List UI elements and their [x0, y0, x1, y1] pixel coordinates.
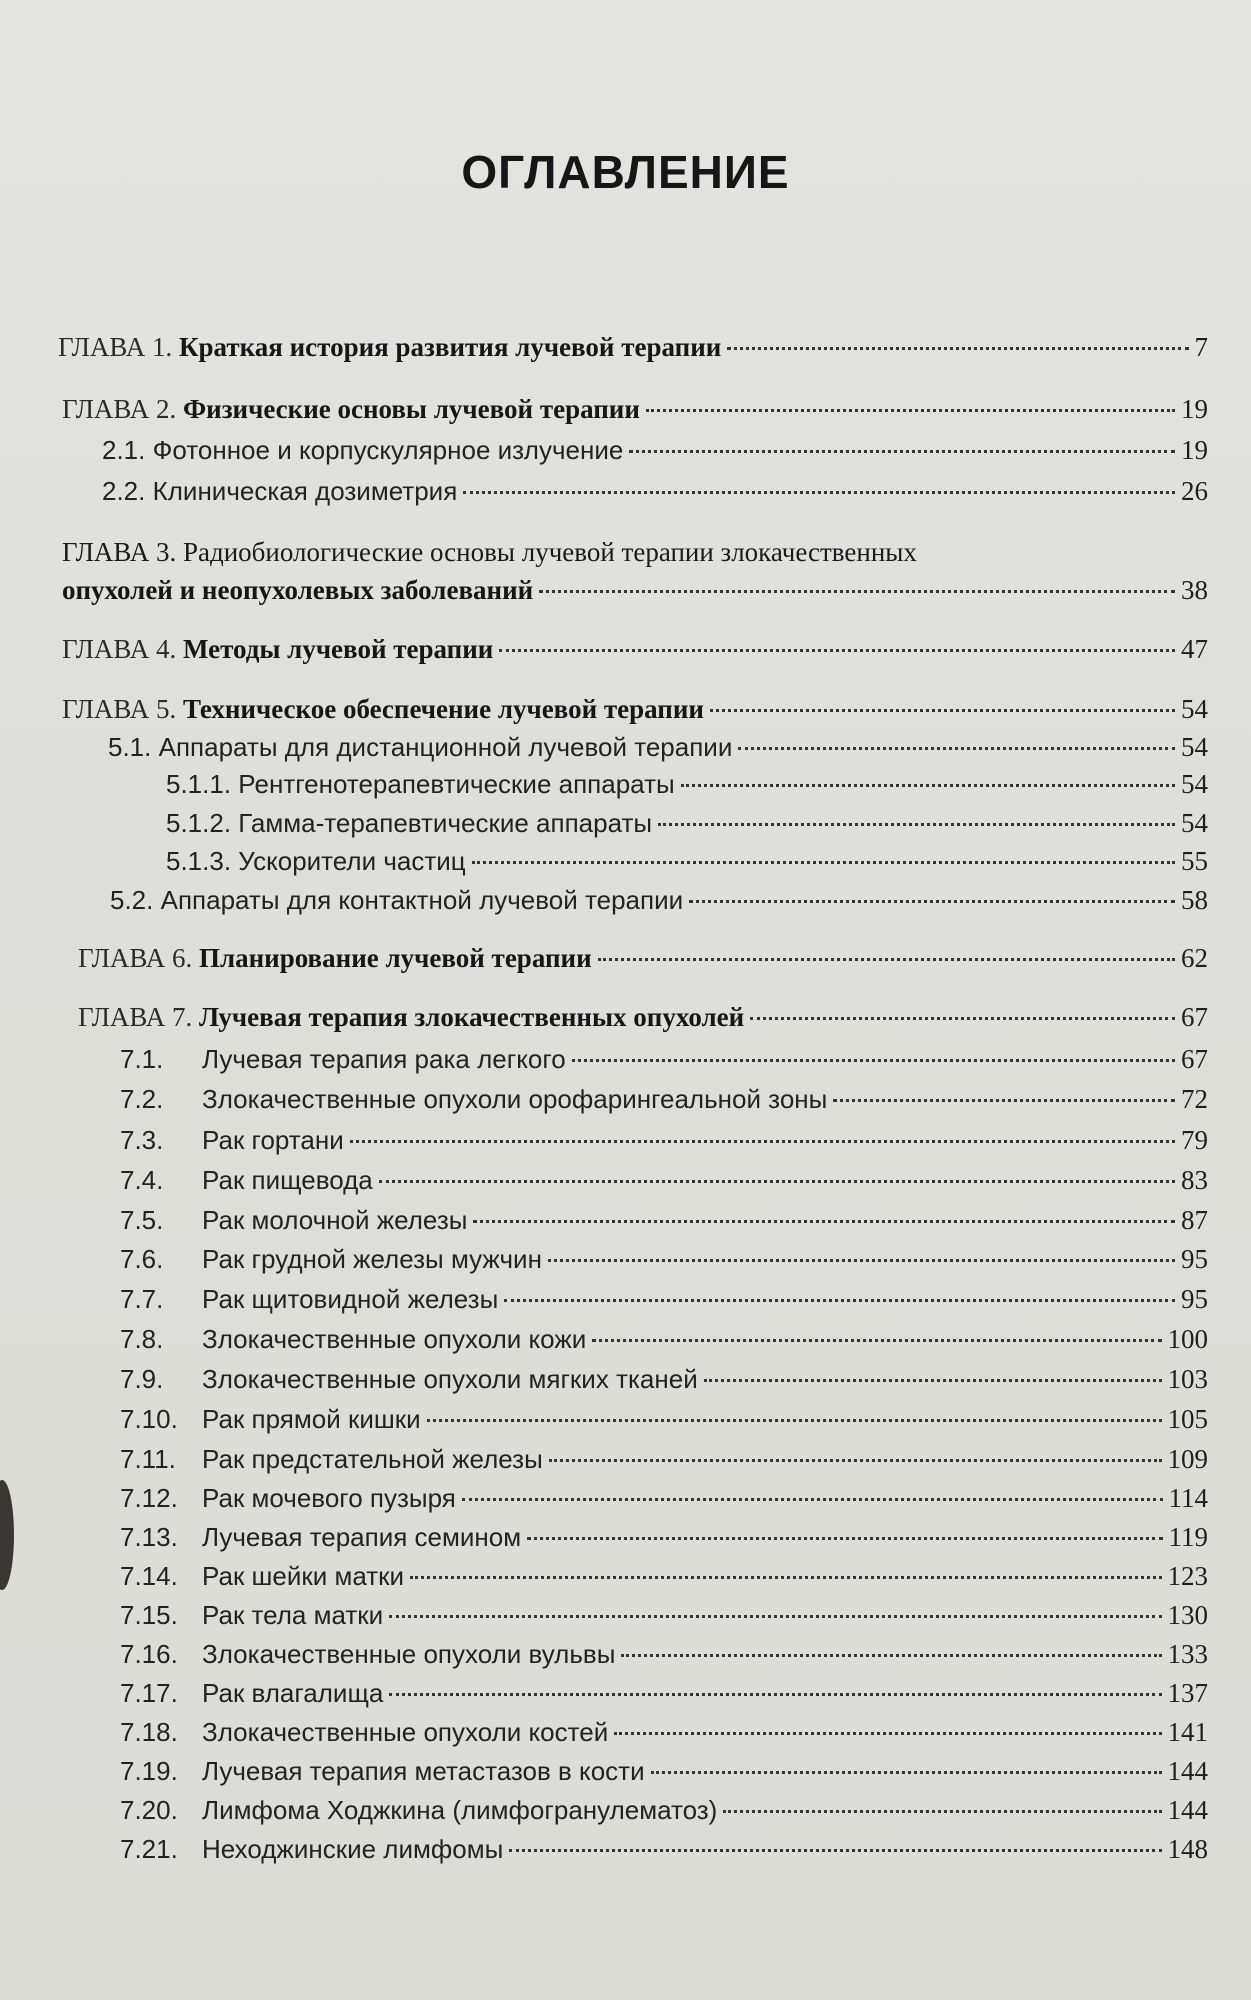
entry-label: 5.2. [110, 885, 154, 915]
entry-title: Рак щитовидной железы [202, 1284, 499, 1314]
leader-dots [389, 1615, 1161, 1618]
entry-title: Клиническая дозиметрия [152, 476, 458, 506]
leader-dots [710, 709, 1175, 712]
toc-entry[interactable] [62, 632, 1208, 666]
entry-label: ГЛАВА 4. [62, 634, 177, 664]
toc-entry[interactable] [120, 1203, 1208, 1237]
entry-page: 148 [1167, 1834, 1208, 1864]
entry-title: Рак прямой кишки [202, 1404, 421, 1434]
entry-page: 47 [1181, 634, 1208, 664]
entry-label: 7.13. [120, 1522, 178, 1552]
toc-entry[interactable] [78, 1000, 1208, 1034]
toc-entry[interactable] [102, 474, 1208, 508]
toc-entry[interactable] [120, 1754, 1208, 1788]
entry-title: Ускорители частиц [238, 846, 466, 876]
leader-dots [473, 1220, 1175, 1223]
toc-entry[interactable] [120, 1520, 1208, 1554]
toc-entry[interactable] [120, 1715, 1208, 1749]
entry-label: ГЛАВА 1. [58, 332, 173, 362]
entry-title: Злокачественные опухоли мягких тканей [202, 1364, 698, 1394]
entry-label: ГЛАВА 3. [62, 537, 177, 567]
entry-page: 38 [1181, 575, 1208, 605]
entry-label: 7.14. [120, 1561, 178, 1591]
entry-title: Рак мочевого пузыря [202, 1483, 456, 1513]
toc-entry-line1[interactable] [62, 535, 917, 569]
entry-title: Рак пищевода [202, 1165, 373, 1195]
entry-page: 58 [1181, 885, 1208, 915]
entry-label: 7.6. [120, 1244, 164, 1274]
toc-entry[interactable] [120, 1242, 1208, 1276]
entry-page: 103 [1167, 1364, 1208, 1394]
entry-label: ГЛАВА 6. [78, 943, 193, 973]
entry-label: 7.15. [120, 1600, 178, 1630]
entry-title: Краткая история развития лучевой терапии [178, 332, 722, 362]
entry-page: 62 [1181, 943, 1208, 973]
entry-title: Аппараты для контактной лучевой терапии [160, 885, 684, 915]
leader-dots [463, 491, 1175, 494]
entry-label: 5.1.2. [166, 808, 232, 838]
entry-page: 137 [1167, 1678, 1208, 1708]
leader-dots [548, 1259, 1175, 1262]
leader-dots [427, 1419, 1162, 1422]
leader-dots [621, 1654, 1161, 1657]
toc-entry[interactable] [62, 392, 1208, 426]
entry-label: 5.1.1. [166, 769, 232, 799]
entry-title: Лучевая терапия рака легкого [202, 1044, 566, 1074]
leader-dots [410, 1576, 1161, 1579]
entry-page: 119 [1168, 1522, 1208, 1552]
leader-dots [462, 1498, 1163, 1501]
entry-title: Лучевая терапия семином [202, 1522, 522, 1552]
entry-page: 79 [1181, 1125, 1208, 1155]
toc-entry[interactable] [120, 1082, 1208, 1116]
entry-page: 109 [1167, 1444, 1208, 1474]
leader-dots [723, 1810, 1161, 1813]
entry-page: 83 [1181, 1165, 1208, 1195]
entry-title: Гамма-терапевтические аппараты [238, 808, 653, 838]
entry-title: Рак гортани [202, 1125, 344, 1155]
toc-entry[interactable] [120, 1637, 1208, 1671]
entry-title: Рак молочной железы [202, 1205, 468, 1235]
entry-page: 144 [1167, 1795, 1208, 1825]
entry-page: 7 [1194, 332, 1208, 362]
entry-title: Фотонное и корпускулярное излучение [152, 435, 624, 465]
entry-title: Аппараты для дистанционной лучевой терапии [158, 732, 733, 762]
entry-title-continued: опухолей и неопухолевых заболеваний [62, 575, 534, 605]
entry-title: Лучевая терапия злокачественных опухолей [198, 1002, 745, 1032]
leader-dots [539, 590, 1175, 593]
toc-entry[interactable] [120, 1042, 1208, 1076]
page-edge-shadow [0, 1480, 14, 1590]
entry-label: 7.20. [120, 1795, 178, 1825]
page-title: ОГЛАВЛЕНИЕ [461, 146, 790, 198]
entry-page: 100 [1167, 1324, 1208, 1354]
entry-label: 2.1. [102, 435, 146, 465]
entry-title: Рак влагалища [202, 1678, 384, 1708]
entry-label: 7.5. [120, 1205, 164, 1235]
entry-label: 7.19. [120, 1756, 178, 1786]
entry-title: Рентгенотерапевтические аппараты [238, 769, 675, 799]
leader-dots [681, 784, 1175, 787]
entry-title: Методы лучевой терапии [182, 634, 494, 664]
entry-label: 7.8. [120, 1324, 164, 1354]
entry-page: 55 [1181, 846, 1208, 876]
leader-dots [572, 1059, 1175, 1062]
leader-dots [504, 1299, 1175, 1302]
entry-label: 7.4. [120, 1165, 164, 1195]
entry-label: 7.7. [120, 1284, 164, 1314]
entry-page: 67 [1181, 1002, 1208, 1032]
entry-page: 114 [1168, 1483, 1208, 1513]
entry-label: 7.3. [120, 1125, 164, 1155]
entry-page: 54 [1181, 694, 1208, 724]
leader-dots [738, 747, 1175, 750]
entry-label: ГЛАВА 2. [62, 394, 177, 424]
entry-label: 7.12. [120, 1483, 178, 1513]
entry-page: 54 [1181, 732, 1208, 762]
leader-dots [499, 649, 1175, 652]
entry-label: 7.11. [120, 1444, 176, 1474]
leader-dots [614, 1732, 1161, 1735]
leader-dots [379, 1180, 1175, 1183]
entry-page: 130 [1167, 1600, 1208, 1630]
entry-title: Лимфома Ходжкина (лимфогранулематоз) [202, 1795, 718, 1825]
entry-label: 7.9. [120, 1364, 164, 1394]
entry-page: 105 [1167, 1404, 1208, 1434]
toc-entry[interactable] [120, 1559, 1208, 1593]
leader-dots [472, 861, 1175, 864]
entry-label: 7.21. [120, 1834, 178, 1864]
toc-entry[interactable] [120, 1832, 1208, 1866]
toc-entry[interactable] [120, 1282, 1208, 1316]
toc-entry[interactable] [110, 883, 1208, 917]
toc-entry[interactable] [120, 1402, 1208, 1436]
toc-entry[interactable] [120, 1362, 1208, 1396]
entry-page: 141 [1167, 1717, 1208, 1747]
leader-dots [592, 1339, 1161, 1342]
leader-dots [658, 823, 1175, 826]
entry-page: 19 [1181, 394, 1208, 424]
toc-entry[interactable] [120, 1322, 1208, 1356]
entry-label: 5.1.3. [166, 846, 232, 876]
toc-entry[interactable] [62, 573, 1208, 607]
leader-dots [527, 1537, 1162, 1540]
entry-title: Физические основы лучевой терапии [182, 394, 640, 424]
leader-dots [727, 347, 1188, 350]
leader-dots [509, 1849, 1161, 1852]
entry-label: 7.1. [120, 1044, 164, 1074]
entry-title: Неходжинские лимфомы [202, 1834, 504, 1864]
entry-title: Техническое обеспечение лучевой терапии [182, 694, 704, 724]
entry-page: 144 [1167, 1756, 1208, 1786]
toc-entry[interactable] [120, 1481, 1208, 1515]
leader-dots [833, 1099, 1175, 1102]
toc-entry[interactable] [120, 1123, 1208, 1157]
toc-entry[interactable] [166, 767, 1208, 801]
entry-title: Злокачественные опухоли орофарингеальной зоны [202, 1084, 828, 1114]
entry-label: 5.1. [108, 732, 152, 762]
leader-dots [350, 1140, 1175, 1143]
entry-page: 19 [1181, 435, 1208, 465]
entry-title: Рак грудной железы мужчин [202, 1244, 542, 1274]
entry-page: 26 [1181, 476, 1208, 506]
toc-entry[interactable] [120, 1793, 1208, 1827]
entry-title: Рак тела матки [202, 1600, 384, 1630]
entry-title: Злокачественные опухоли вульвы [202, 1639, 616, 1669]
entry-page: 95 [1181, 1284, 1208, 1314]
toc-entry[interactable] [102, 433, 1208, 467]
toc-entry[interactable] [120, 1163, 1208, 1197]
toc-entry[interactable] [108, 730, 1208, 764]
entry-page: 67 [1181, 1044, 1208, 1074]
entry-page: 54 [1181, 769, 1208, 799]
entry-page: 95 [1181, 1244, 1208, 1274]
entry-label: ГЛАВА 5. [62, 694, 177, 724]
leader-dots [651, 1771, 1162, 1774]
leader-dots [549, 1459, 1162, 1462]
entry-label: ГЛАВА 7. [78, 1002, 193, 1032]
entry-page: 123 [1167, 1561, 1208, 1591]
entry-page: 133 [1167, 1639, 1208, 1669]
entry-page: 87 [1181, 1205, 1208, 1235]
toc-entry[interactable] [120, 1676, 1208, 1710]
entry-label: 2.2. [102, 476, 146, 506]
leader-dots [389, 1693, 1161, 1696]
entry-title: Злокачественные опухоли кожи [202, 1324, 587, 1354]
entry-title: Планирование лучевой терапии [198, 943, 592, 973]
entry-title: Лучевая терапия метастазов в кости [202, 1756, 645, 1786]
entry-title: Злокачественные опухоли костей [202, 1717, 609, 1747]
toc-entry[interactable] [78, 941, 1208, 975]
toc-entry[interactable] [166, 844, 1208, 878]
entry-page: 72 [1181, 1084, 1208, 1114]
leader-dots [704, 1379, 1162, 1382]
toc-entry[interactable] [62, 692, 1208, 726]
leader-dots [750, 1017, 1175, 1020]
toc-entry[interactable] [166, 806, 1208, 840]
leader-dots [646, 409, 1175, 412]
leader-dots [598, 958, 1175, 961]
entry-label: 7.18. [120, 1717, 178, 1747]
entry-label: 7.17. [120, 1678, 178, 1708]
entry-title: Радиобиологические основы лучевой терапии злокачественных [182, 537, 917, 567]
entry-label: 7.10. [120, 1404, 178, 1434]
toc-entry[interactable] [58, 330, 1208, 364]
leader-dots [689, 900, 1175, 903]
entry-title: Рак предстательной железы [202, 1444, 543, 1474]
entry-label: 7.2. [120, 1084, 164, 1114]
entry-title: Рак шейки матки [202, 1561, 405, 1591]
leader-dots [629, 450, 1175, 453]
entry-label: 7.16. [120, 1639, 178, 1669]
toc-entry[interactable] [120, 1598, 1208, 1632]
entry-page: 54 [1181, 808, 1208, 838]
toc-entry[interactable] [120, 1442, 1208, 1476]
